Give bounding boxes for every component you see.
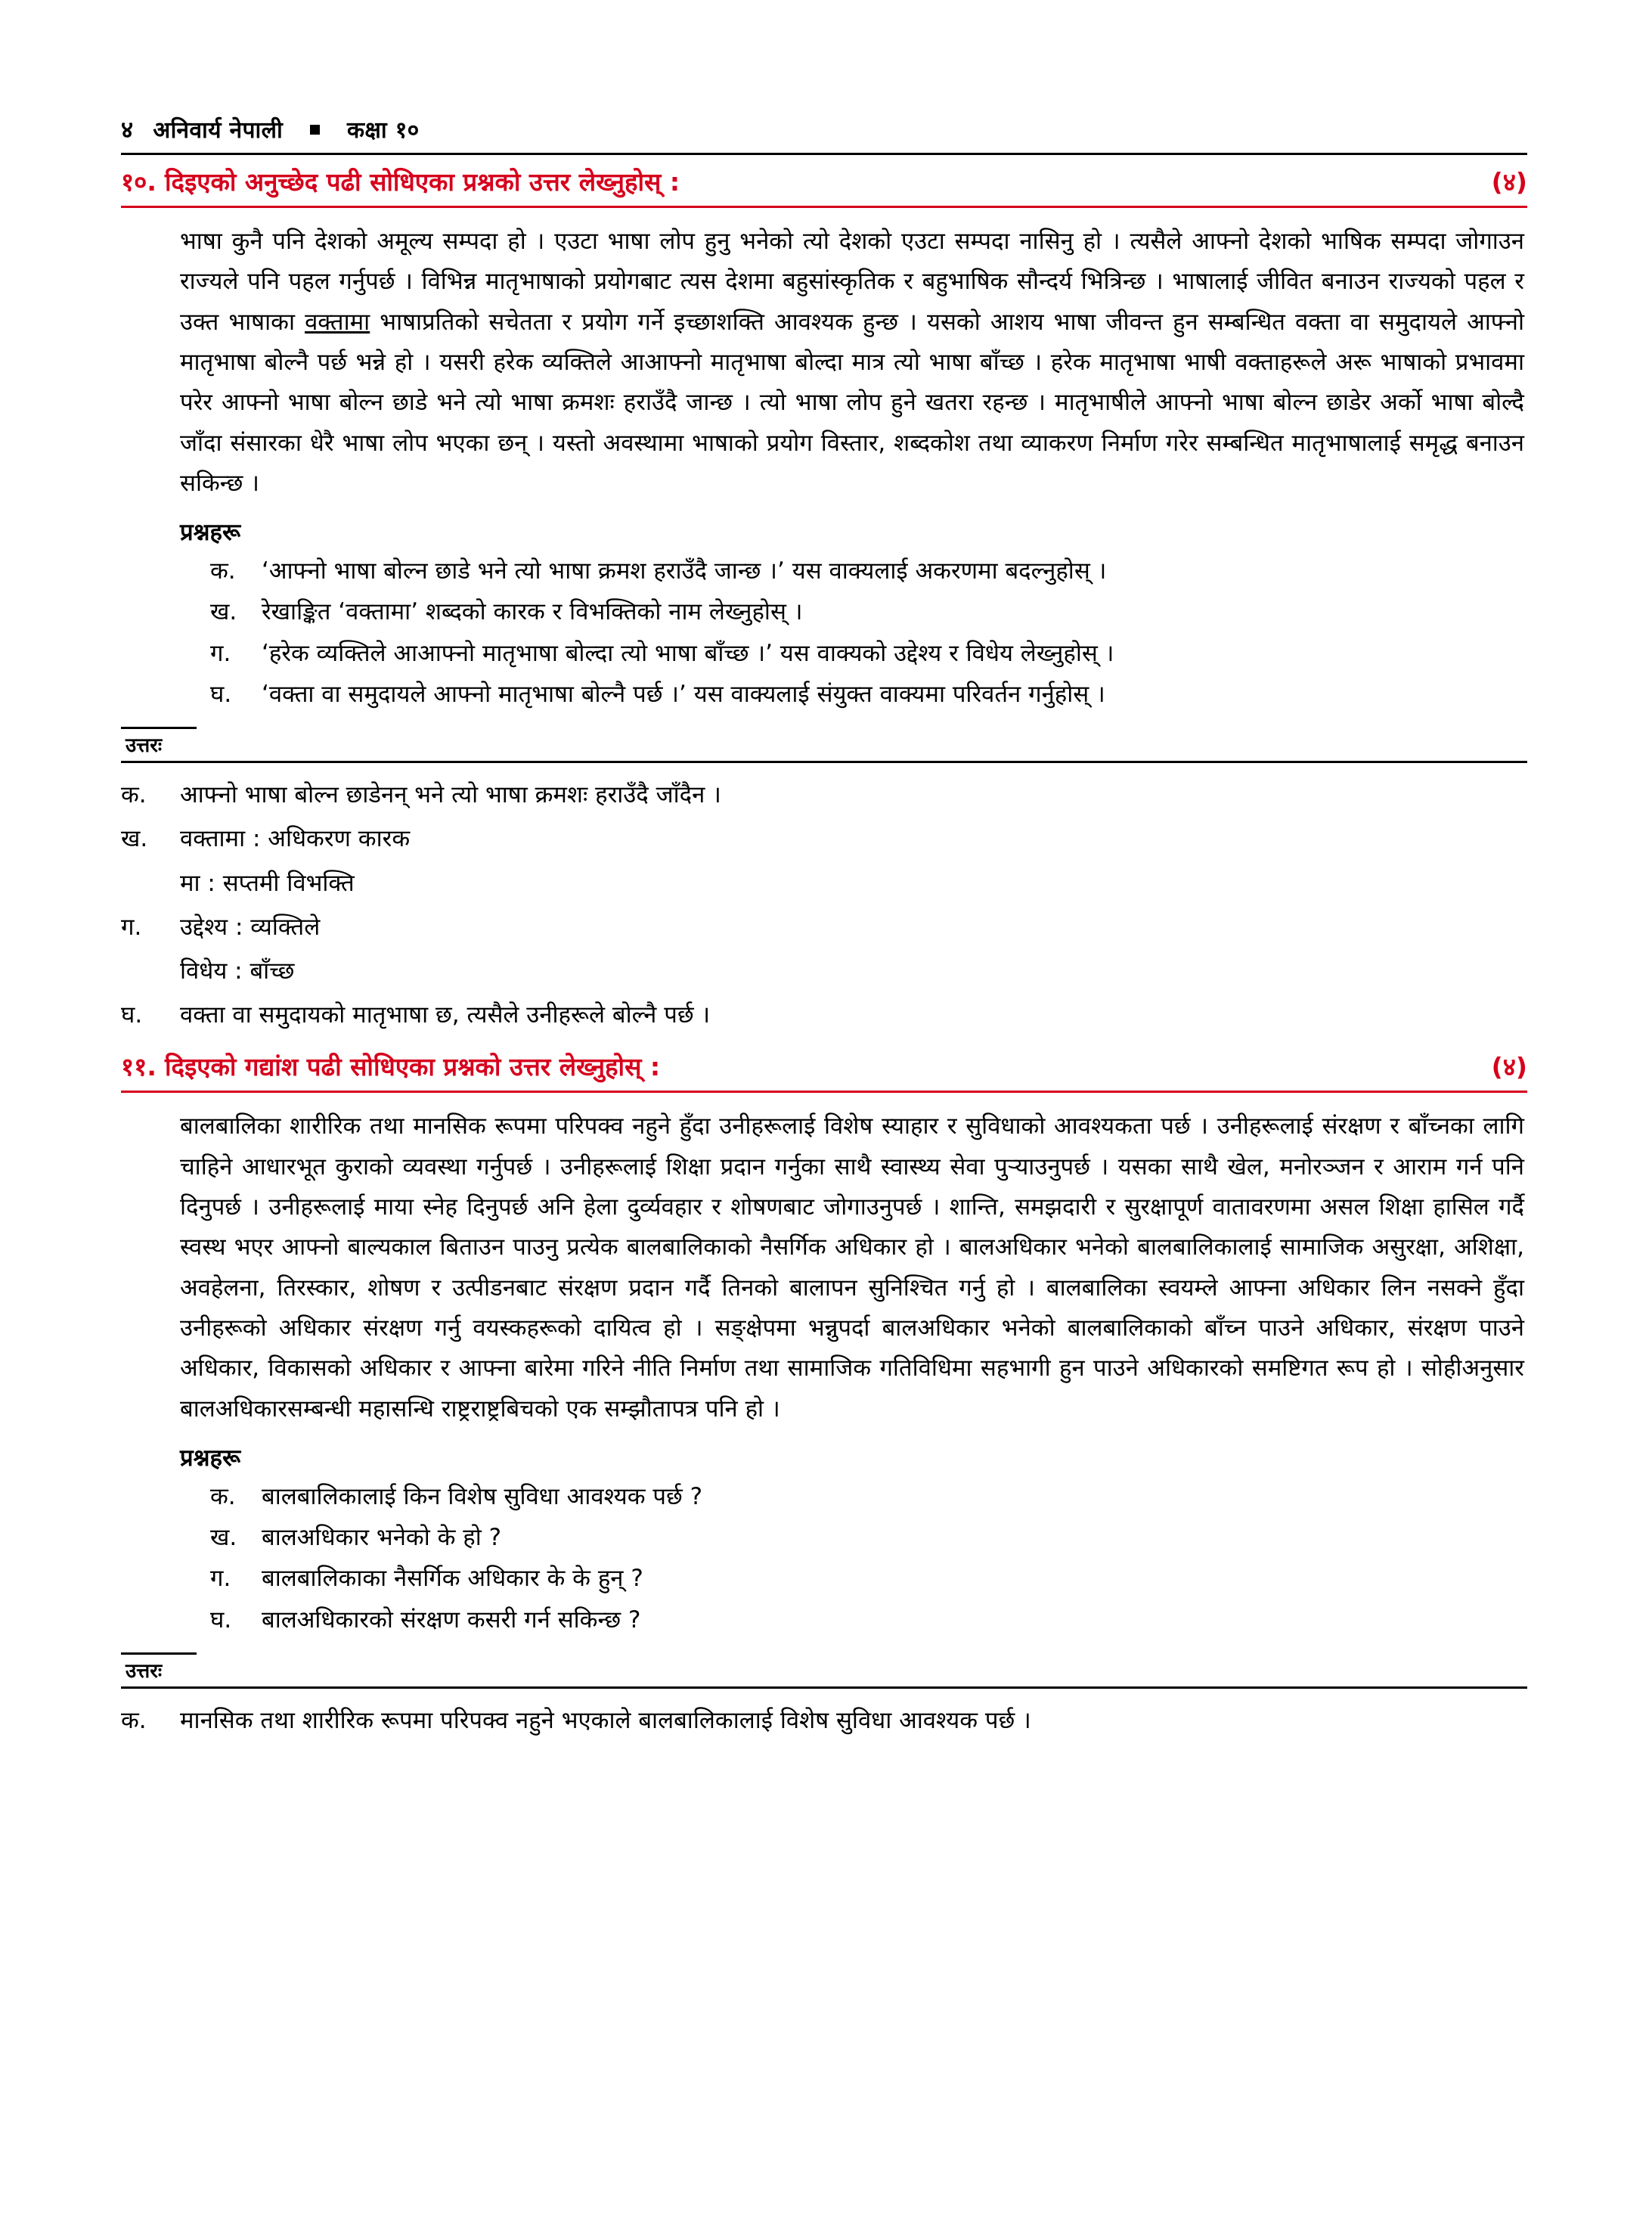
answer-item-label: ग. [121, 913, 142, 941]
question-marks-10: (४) [1491, 167, 1527, 197]
question-heading-11 [121, 1040, 1527, 1093]
question-item [210, 593, 1527, 631]
question-item-text: बालअधिकारको संरक्षण कसरी गर्न सकिन्छ ? [262, 1606, 641, 1634]
answer-item-text: मानसिक तथा शारीरिक रूपमा परिपक्व नहुने भएकाले बालबालिकालाई विशेष सुविधा आवश्यक पर्छ । [180, 1706, 1031, 1734]
questions-label-11: प्रश्नहरू [180, 1444, 241, 1472]
answer-item-text: आफ्नो भाषा बोल्न छाडेनन् भने त्यो भाषा क्रमशः हराउँदै जाँदैन । [180, 781, 721, 809]
question-item-text: ‘आफ्नो भाषा बोल्न छाडे भने त्यो भाषा क्रमश हराउँदै जान्छ ।’ यस वाक्यलाई अकरणमा बदल्नुहोस् । [262, 557, 1107, 585]
question-item-label: क. [210, 1482, 236, 1510]
question-item-text: बालअधिकार भनेको के हो ? [262, 1524, 502, 1552]
answer-item [121, 908, 1527, 946]
answer-tag-wrap-11 [121, 1652, 1527, 1691]
answer-item [121, 820, 1527, 858]
question-number-11: ११. [121, 1052, 157, 1082]
question-block-10 [121, 155, 1527, 1034]
class-label: कक्षा १० [347, 117, 420, 144]
answer-item-sub: विधेय : बाँच्छ [180, 957, 295, 985]
question-item [210, 635, 1527, 672]
page-number: ४ [121, 116, 134, 144]
question-items-11 [210, 1478, 1527, 1639]
question-item-label: ख. [210, 1524, 237, 1552]
question-number-10: १०. [121, 167, 157, 197]
passage-10 [180, 222, 1527, 504]
answer-item [121, 1702, 1527, 1739]
question-item-label: ग. [210, 1565, 231, 1593]
passage-11: बालबालिका शारीरिक तथा मानसिक रूपमा परिपक्व नहुने हुँदा उनीहरूलाई विशेष स्याहार र सुविधाको आवश्यकता पर्छ । उनीहरूलाई संरक्षण र बाँच्नका लागि चाहिने आधारभूत कुराको व्यवस्था गर्नुपर्छ । उनीहरूलाई शिक्षा प्रदान गर्नुका साथै स्वास्थ्य सेवा पुऱ्याउनुपर्छ । यसका साथै खेल, मनोरञ्जन र आराम गर्न पनि दिनुपर्छ । उनीहरूलाई माया स्नेह दिनुपर्छ अनि हेला दुर्व्यवहार र शोषणबाट जोगाउनुपर्छ । शान्ति, समझदारी र सुरक्षापूर्ण वातावरणमा असल शिक्षा हासिल गर्दै स्वस्थ भएर आफ्नो बाल्यकाल बिताउन पाउनु प्रत्येक बालबालिकाको नैसर्गिक अधिकार हो । बालअधिकार भनेको बालबालिकालाई सामाजिक असुरक्षा, अशिक्षा, अवहेलना, तिरस्कार, शोषण र उत्पीडनबाट संरक्षण प्रदान गर्दै तिनको बालापन सुनिश्चित गर्नु हो । बालबालिका स्वयम्ले आफ्ना अधिकार लिन नसक्ने हुँदा उनीहरूको अधिकार संरक्षण गर्नु वयस्कहरूको दायित्व हो । सङ्क्षेपमा भन्नुपर्दा बालअधिकार भनेको बालबालिकाको बाँच्न पाउने अधिकार, संरक्षण पाउने अधिकार, विकासको अधिकार र आफ्ना बारेमा गरिने नीति निर्माण तथा सामाजिक गतिविधिमा सहभागी हुन पाउने अधिकारको समष्टिगत रूप हो । सोहीअनुसार बालअधिकारसम्बन्धी महासन्धि राष्ट्रराष्ट्रबिचको एक सम्झौतापत्र पनि हो । [180, 1112, 1524, 1423]
question-item-label: घ. [210, 680, 232, 708]
page-header [121, 113, 1527, 145]
question-block-11 [121, 1040, 1527, 1739]
answer-divider-11 [121, 1686, 1527, 1689]
answer-item-label: घ. [121, 1001, 143, 1029]
passage-10-underlined-word: वक्तामा [305, 308, 370, 336]
answer-label-10: उत्तरः [121, 727, 197, 763]
answer-item-label: ख. [121, 825, 148, 853]
answer-tag-wrap-10 [121, 727, 1527, 765]
question-title-10: दिइएको अनुच्छेद पढी सोधिएका प्रश्नको उत्तर लेख्नुहोस् : [165, 167, 680, 197]
answer-item-label: क. [121, 1706, 147, 1734]
question-item-text: रेखाङ्कित ‘वक्तामा’ शब्दको कारक र विभक्तिको नाम लेख्नुहोस् । [262, 598, 803, 626]
answer-item-text: वक्तामा : अधिकरण कारक [180, 825, 411, 853]
question-item [210, 552, 1527, 590]
questions-label-10: प्रश्नहरू [180, 519, 241, 547]
answer-item [121, 996, 1527, 1034]
answer-divider-10 [121, 761, 1527, 763]
question-item-text: ‘हरेक व्यक्तिले आआफ्नो मातृभाषा बोल्दा त्यो भाषा बाँच्छ ।’ यस वाक्यको उद्देश्य र विधेय लेख्नुहोस् । [262, 639, 1114, 667]
answer-items-10 [121, 776, 1527, 1034]
question-item [210, 675, 1527, 713]
question-item-label: ख. [210, 598, 237, 626]
question-items-10 [210, 552, 1527, 713]
answer-items-11 [121, 1702, 1527, 1739]
passage-10-part1: भाषा कुनै पनि देशको अमूल्य सम्पदा हो । एउटा भाषा लोप हुनु भनेको त्यो देशको एउटा सम्पदा नासिनु हो । त्यसैले आफ्नो देशको भाषिक सम्पदा जोगाउन राज्यले पनि पहल गर्नुपर्छ । विभिन्न मातृभाषाको प्रयोगबाट त्यस देशमा बहुसांस्कृतिक र बहुभाषिक सौन्दर्य भित्रिन्छ । भाषालाई जीवित बनाउन राज्यको पहल र उक्त भाषाका [180, 228, 1524, 336]
question-item-label: घ. [210, 1606, 232, 1634]
question-item [210, 1601, 1527, 1639]
question-item [210, 1478, 1527, 1516]
question-item-text: ‘वक्ता वा समुदायले आफ्नो मातृभाषा बोल्नै पर्छ ।’ यस वाक्यलाई संयुक्त वाक्यमा परिवर्तन गर्नुहोस् । [262, 680, 1105, 708]
answer-item-label: क. [121, 781, 147, 809]
answer-item-sub: मा : सप्तमी विभक्ति [180, 869, 355, 897]
question-heading-10 [121, 155, 1527, 208]
question-item-label: ग. [210, 639, 231, 667]
question-marks-11: (४) [1491, 1052, 1527, 1082]
answer-item [121, 776, 1527, 814]
square-bullet-icon [310, 125, 320, 135]
passage-10-part2: भाषाप्रतिको सचेतता र प्रयोग गर्ने इच्छाशक्ति आवश्यक हुन्छ । यसको आशय भाषा जीवन्त हुन सम्बन्धित वक्ता वा समुदायले आफ्नो मातृभाषा बोल्नै पर्छ भन्ने हो । यसरी हरेक व्यक्तिले आआफ्नो मातृभाषा बोल्दा मात्र त्यो भाषा बाँच्छ । हरेक मातृभाषा भाषी वक्ताहरूले अरू भाषाको प्रभावमा परेर आफ्नो भाषा बोल्न छाडे भने त्यो भाषा क्रमशः हराउँदै जान्छ । त्यो भाषा लोप हुने खतरा रहन्छ । मातृभाषीले आफ्नो भाषा बोल्न छाडेर अर्को भाषा बोल्दै जाँदा संसारका धेरै भाषा लोप भएका छन् । यस्तो अवस्थामा भाषाको प्रयोग विस्तार, शब्दकोश तथा व्याकरण निर्माण गरेर सम्बन्धित मातृभाषालाई समृद्ध बनाउन सकिन्छ । [180, 308, 1524, 497]
question-title-11: दिइएको गद्यांश पढी सोधिएका प्रश्नको उत्तर लेख्नुहोस् : [165, 1052, 661, 1082]
subject-title: अनिवार्य नेपाली [153, 117, 284, 144]
answer-item-text: उद्देश्य : व्यक्तिले [180, 913, 321, 941]
question-item-text: बालबालिकालाई किन विशेष सुविधा आवश्यक पर्छ ? [262, 1482, 703, 1510]
question-item [210, 1559, 1527, 1597]
answer-label-11: उत्तरः [121, 1652, 197, 1689]
answer-item-text: वक्ता वा समुदायको मातृभाषा छ, त्यसैले उनीहरूले बोल्नै पर्छ । [180, 1001, 711, 1029]
question-item [210, 1519, 1527, 1556]
question-item-text: बालबालिकाका नैसर्गिक अधिकार के के हुन् ? [262, 1565, 643, 1593]
question-item-label: क. [210, 557, 236, 585]
